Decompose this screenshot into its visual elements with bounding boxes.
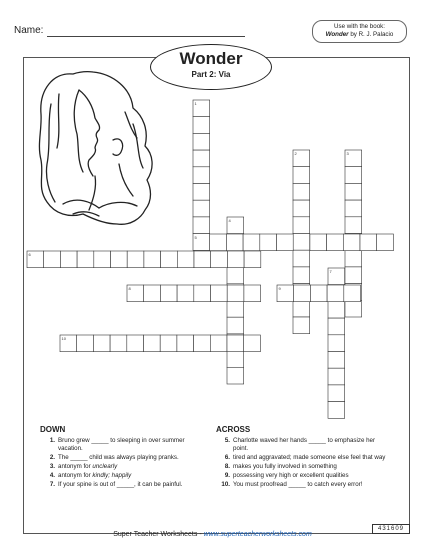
crossword-cell[interactable] xyxy=(227,351,244,368)
crossword-cell[interactable] xyxy=(328,368,345,385)
down-clue xyxy=(43,454,193,462)
page-title: Wonder xyxy=(179,49,243,68)
crossword-cell[interactable] xyxy=(244,285,261,302)
crossword-cell[interactable] xyxy=(343,234,360,251)
crossword-cell[interactable] xyxy=(193,200,210,217)
crossword-cell[interactable] xyxy=(60,251,77,268)
crossword-cell[interactable] xyxy=(111,251,128,268)
crossword-cell[interactable] xyxy=(194,251,211,268)
down-heading: DOWN xyxy=(40,425,66,434)
clue-emphasis: unclearly xyxy=(92,463,118,470)
crossword-cell[interactable] xyxy=(227,335,244,352)
clue-number: 6. xyxy=(224,454,230,461)
crossword-cell[interactable] xyxy=(344,285,361,302)
clue-number: 1. xyxy=(49,437,55,444)
crossword-cell[interactable] xyxy=(293,317,310,334)
clue-text xyxy=(58,437,193,453)
clue-text xyxy=(58,454,179,462)
crossword-cell[interactable] xyxy=(345,300,362,317)
crossword-clue-number: 10 xyxy=(61,336,66,341)
crossword-cell[interactable] xyxy=(310,285,327,302)
crossword-cell[interactable] xyxy=(177,335,194,352)
crossword-cell[interactable] xyxy=(345,267,362,284)
crossword-cell[interactable] xyxy=(177,285,194,302)
clue-text xyxy=(233,472,349,480)
clue-text xyxy=(233,481,362,489)
crossword-cell[interactable] xyxy=(177,251,194,268)
crossword-cell[interactable] xyxy=(377,234,394,251)
crossword-cell[interactable] xyxy=(211,285,228,302)
crossword-clue-number: 1 xyxy=(194,101,197,106)
crossword-clue-number: 5 xyxy=(194,235,197,240)
clue-text xyxy=(233,463,337,471)
across-clue xyxy=(218,472,388,480)
clue-emphasis: kindly; happily xyxy=(92,472,132,479)
clue-text-part: Bruno grew _____ to sleeping in over summer vacation. xyxy=(58,437,185,452)
crossword-cell[interactable] xyxy=(328,385,345,402)
crossword-cell[interactable] xyxy=(227,301,244,318)
crossword-clue-number: 4 xyxy=(228,218,231,223)
clue-text-part: antonym for xyxy=(58,463,93,470)
clue-text xyxy=(233,454,385,462)
crossword-cell[interactable] xyxy=(77,335,94,352)
crossword-cell[interactable] xyxy=(193,117,210,134)
clue-text-part: possessing very high or excellent qualities xyxy=(233,472,349,479)
clue-text xyxy=(58,481,183,489)
clue-text-part: You must proofread _____ to catch every error! xyxy=(233,481,363,488)
crossword-cell[interactable] xyxy=(93,335,110,352)
crossword-cell[interactable] xyxy=(210,335,227,352)
crossword-cell[interactable] xyxy=(227,285,244,302)
across-clue-list xyxy=(218,437,388,490)
crossword-cell[interactable] xyxy=(161,251,178,268)
crossword-clue-number: 7 xyxy=(329,269,332,274)
crossword-cell[interactable] xyxy=(160,285,177,302)
crossword-cell[interactable] xyxy=(293,300,310,317)
clue-number: 10. xyxy=(221,481,230,488)
crossword-cell[interactable] xyxy=(328,318,345,335)
crossword-cell[interactable] xyxy=(260,234,277,251)
crossword-clue-number: 3 xyxy=(346,151,349,156)
clue-number: 8. xyxy=(224,463,230,470)
crossword-cell[interactable] xyxy=(110,335,127,352)
crossword-cell[interactable] xyxy=(328,335,345,352)
footer xyxy=(0,531,425,538)
across-clue xyxy=(218,481,388,489)
crossword-cell[interactable] xyxy=(160,335,177,352)
clue-number: 9. xyxy=(224,472,230,479)
crossword-cell[interactable] xyxy=(293,183,310,200)
crossword-cell[interactable] xyxy=(328,352,345,369)
book-title: Wonder xyxy=(325,31,349,38)
clue-text xyxy=(58,472,131,480)
crossword-cell[interactable] xyxy=(94,251,111,268)
footer-separator: - xyxy=(197,531,204,538)
across-heading: ACROSS xyxy=(216,425,251,434)
clue-number: 5. xyxy=(224,437,230,444)
clue-number: 7. xyxy=(49,481,55,488)
crossword-cell[interactable] xyxy=(127,251,144,268)
page-subtitle: Part 2: Via xyxy=(191,70,231,79)
crossword-cell[interactable] xyxy=(345,250,362,267)
clue-text-part: makes you fully involved in something xyxy=(233,463,337,470)
crossword-cell[interactable] xyxy=(193,150,210,167)
crossword-cell[interactable] xyxy=(293,167,310,184)
crossword-cell[interactable] xyxy=(327,285,344,302)
crossword-cell[interactable] xyxy=(293,250,310,267)
book-author: by R. J. Palacio xyxy=(350,31,394,38)
crossword-cell[interactable] xyxy=(294,285,311,302)
clue-text xyxy=(233,437,388,453)
crossword-cell[interactable] xyxy=(293,200,310,217)
clue-number: 2. xyxy=(49,454,55,461)
name-label: Name: xyxy=(14,25,44,36)
crossword-cell[interactable] xyxy=(227,317,244,334)
down-clue xyxy=(43,472,193,480)
crossword-cell[interactable] xyxy=(360,234,377,251)
crossword-cell[interactable] xyxy=(193,167,210,184)
crossword-cell[interactable] xyxy=(328,402,345,419)
down-clue xyxy=(43,437,193,453)
crossword-cell[interactable] xyxy=(293,217,310,234)
crossword-cell[interactable] xyxy=(293,267,310,284)
crossword-cell[interactable] xyxy=(227,367,244,384)
crossword-cell[interactable] xyxy=(127,335,144,352)
clue-number: 3. xyxy=(49,463,55,470)
clue-number: 4. xyxy=(49,472,55,479)
crossword-cell[interactable] xyxy=(193,217,210,234)
footer-url[interactable]: www.superteacherworksheets.com xyxy=(203,531,312,538)
crossword-cell[interactable] xyxy=(211,251,228,268)
crossword-cell[interactable] xyxy=(193,184,210,201)
crossword-cell[interactable] xyxy=(227,251,244,268)
crossword-cell[interactable] xyxy=(226,234,243,251)
across-clue xyxy=(218,437,388,453)
down-clue xyxy=(43,481,193,489)
crossword-cell[interactable] xyxy=(327,234,344,251)
crossword-cell[interactable] xyxy=(293,234,310,251)
crossword-cell[interactable] xyxy=(345,200,362,217)
across-clue xyxy=(218,463,388,471)
book-use-line: Use with the book: xyxy=(334,23,385,30)
crossword-cell[interactable] xyxy=(210,234,227,251)
clue-text-part: The _____ child was always playing pranks. xyxy=(58,454,179,461)
down-clue xyxy=(43,463,193,471)
crossword-clue-number: 6 xyxy=(28,252,31,257)
crossword-cell[interactable] xyxy=(277,234,294,251)
crossword-cell[interactable] xyxy=(144,251,161,268)
clue-text-part: If your spine is out of _____, it can be painful. xyxy=(58,481,183,488)
crossword-cell[interactable] xyxy=(77,251,94,268)
worksheet-code: 431609 xyxy=(372,524,410,534)
clue-text-part: tired and aggravated; made someone else feel that way xyxy=(233,454,386,461)
crossword-cell[interactable] xyxy=(244,335,261,352)
crossword-cell[interactable] xyxy=(243,234,260,251)
crossword-clue-number: 8 xyxy=(128,286,131,291)
crossword-cell[interactable] xyxy=(328,301,345,318)
crossword-cell[interactable] xyxy=(193,133,210,150)
crossword-cell[interactable] xyxy=(44,251,61,268)
footer-brand: Super Teacher Worksheets xyxy=(113,531,198,538)
clue-text-part: Charlotte waved her hands _____ to emphasize her point. xyxy=(233,437,376,452)
across-clue xyxy=(218,454,388,462)
crossword-cell[interactable] xyxy=(244,251,261,268)
clue-text-part: antonym for xyxy=(58,472,93,479)
crossword-cell[interactable] xyxy=(144,285,161,302)
clue-text xyxy=(58,463,117,471)
crossword-cell[interactable] xyxy=(310,234,327,251)
crossword-clue-number: 2 xyxy=(294,151,297,156)
crossword-clue-number: 9 xyxy=(278,286,281,291)
crossword-cell[interactable] xyxy=(345,183,362,200)
crossword-cell[interactable] xyxy=(345,217,362,234)
crossword-cell[interactable] xyxy=(144,335,161,352)
crossword-cell[interactable] xyxy=(194,285,211,302)
crossword-cell[interactable] xyxy=(194,335,211,352)
crossword-cell[interactable] xyxy=(345,167,362,184)
down-clue-list xyxy=(43,437,193,490)
crossword-cell[interactable] xyxy=(227,267,244,284)
